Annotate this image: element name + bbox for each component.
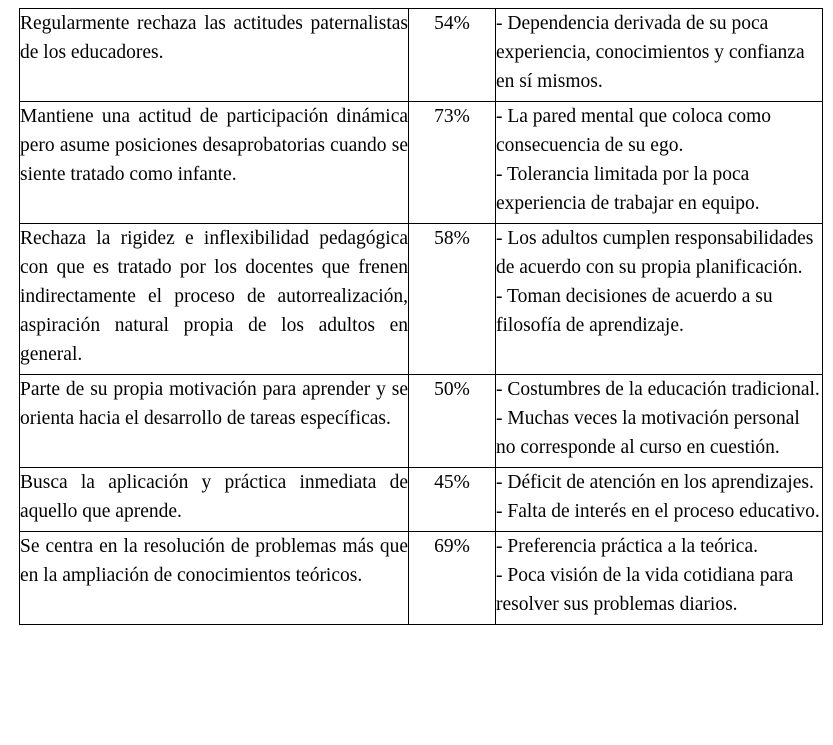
note-item: - Tolerancia limitada por la poca experiencia de trabajar en equipo. [496, 164, 760, 214]
row-notes [496, 532, 823, 625]
note-item: - Toman decisiones de acuerdo a su filosofía de aprendizaje. [496, 286, 773, 336]
note-item: - Dependencia derivada de su poca experiencia, conocimientos y confianza en sí mismos. [496, 13, 805, 92]
note-item: - Costumbres de la educación tradicional. [496, 379, 820, 400]
row-description: Se centra en la resolución de problemas más que en la ampliación de conocimientos teóricos. [20, 532, 409, 625]
note-item: - Preferencia práctica a la teórica. [496, 536, 758, 557]
row-percentage: 45% [409, 468, 496, 532]
note-item: - La pared mental que coloca como consecuencia de su ego. [496, 106, 772, 156]
row-description: Busca la aplicación y práctica inmediata de aquello que aprende. [20, 468, 409, 532]
row-percentage: 54% [409, 9, 496, 102]
row-percentage: 58% [409, 224, 496, 375]
row-description: Mantiene una actitud de participación dinámica pero asume posiciones desaprobatorias cuando se siente tratado como infante. [20, 102, 409, 224]
row-percentage: 50% [409, 375, 496, 468]
row-description: Rechaza la rigidez e inflexibilidad pedagógica con que es tratado por los docentes que frenen indirectamente el proceso de autorrealización, aspiración natural propia de los adultos en general. [20, 224, 409, 375]
row-description: Regularmente rechaza las actitudes paternalistas de los educadores. [20, 9, 409, 102]
table-row [20, 468, 823, 532]
table-row [20, 102, 823, 224]
note-item: - Falta de interés en el proceso educativo. [496, 501, 820, 522]
row-notes [496, 375, 823, 468]
row-notes [496, 468, 823, 532]
row-percentage: 69% [409, 532, 496, 625]
table-row [20, 532, 823, 625]
row-notes [496, 102, 823, 224]
table-row [20, 9, 823, 102]
row-notes [496, 224, 823, 375]
row-description: Parte de su propia motivación para aprender y se orienta hacia el desarrollo de tareas específicas. [20, 375, 409, 468]
note-item: - Muchas veces la motivación personal no corresponde al curso en cuestión. [496, 408, 800, 458]
table-row [20, 375, 823, 468]
row-notes [496, 9, 823, 102]
table-row [20, 224, 823, 375]
characteristics-table [19, 8, 823, 625]
note-item: - Déficit de atención en los aprendizajes. [496, 472, 814, 493]
note-item: - Los adultos cumplen responsabilidades de acuerdo con su propia planificación. [496, 228, 814, 278]
note-item: - Poca visión de la vida cotidiana para resolver sus problemas diarios. [496, 565, 794, 615]
row-percentage: 73% [409, 102, 496, 224]
